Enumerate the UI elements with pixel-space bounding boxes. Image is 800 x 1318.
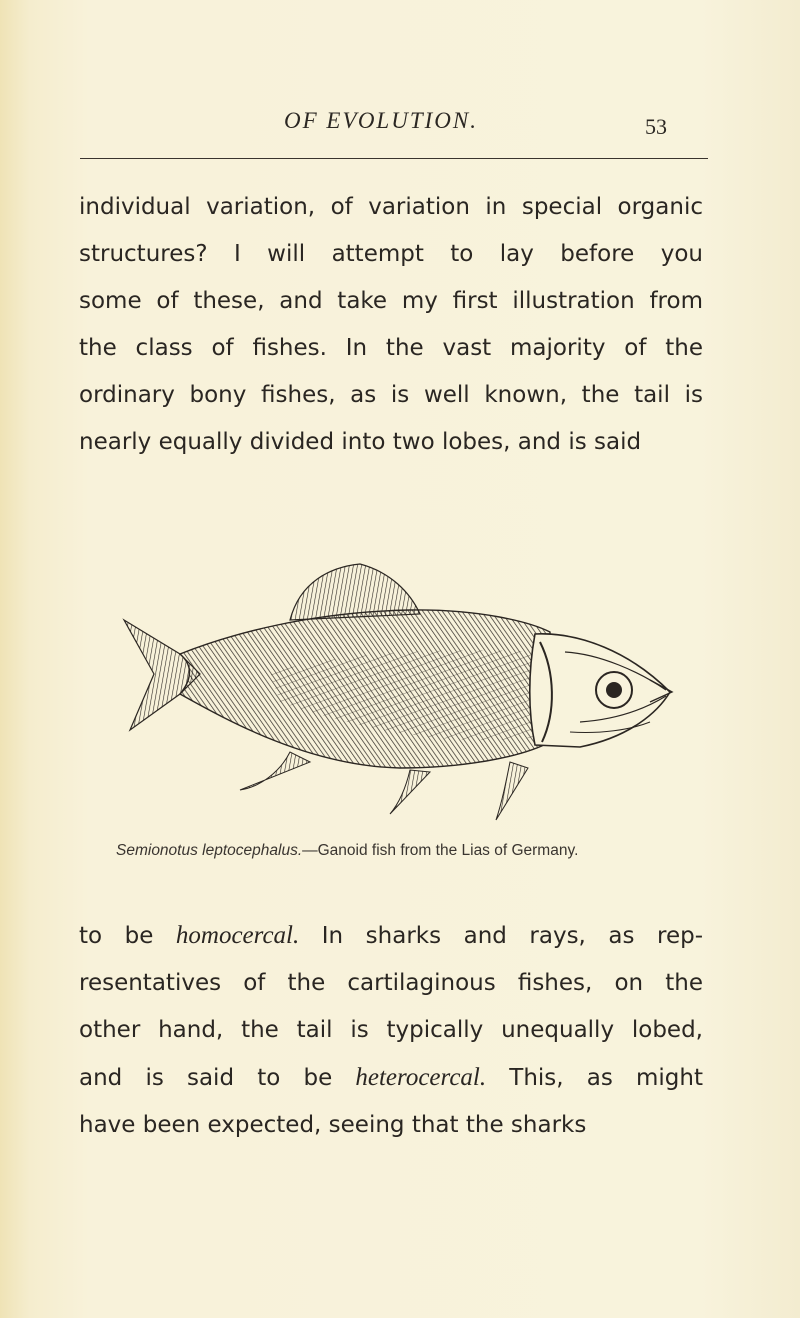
fish-illustration — [110, 562, 690, 832]
text-line: the class of fishes. In the vast majority of the — [79, 335, 703, 361]
text-line — [79, 1054, 703, 1102]
text-fragment: to be — [79, 923, 176, 949]
text-line: some of these, and take my first illustration from — [79, 288, 703, 314]
figure-caption — [116, 842, 716, 860]
paragraph-1 — [79, 184, 703, 466]
fish-eye-icon — [606, 682, 622, 698]
text-line: have been expected, seeing that the sharks — [79, 1112, 587, 1138]
text-line — [79, 912, 703, 960]
pectoral-fin — [496, 762, 528, 820]
text-line: resentatives of the cartilaginous fishes, on the — [79, 970, 703, 996]
text-line: structures? I will attempt to lay before you — [79, 241, 703, 267]
caption-species: Semionotus leptocephalus. — [116, 842, 303, 859]
text-line: nearly equally divided into two lobes, and is said — [79, 429, 642, 455]
pelvic-fin — [390, 770, 430, 814]
text-fragment: This, as might — [486, 1065, 704, 1091]
text-fragment: In sharks and rays, as rep- — [299, 923, 703, 949]
header-rule — [80, 158, 708, 159]
page-header — [0, 108, 800, 148]
running-title: OF EVOLUTION. — [284, 108, 478, 133]
anal-fin — [240, 752, 310, 790]
text-line: other hand, the tail is typically unequally lobed, — [79, 1017, 703, 1043]
page-number: 53 — [645, 114, 667, 139]
paragraph-2 — [79, 912, 703, 1149]
term-heterocercal: heterocercal. — [355, 1064, 487, 1091]
tail-fin — [124, 620, 200, 730]
text-line: individual variation, of variation in special organic — [79, 194, 703, 220]
fish-engraving — [110, 562, 690, 832]
text-fragment: and is said to be — [79, 1065, 356, 1091]
caption-text: —Ganoid fish from the Lias of Germany. — [302, 842, 579, 859]
text-line: ordinary bony fishes, as is well known, the tail is — [79, 382, 703, 408]
term-homocercal: homocercal. — [175, 922, 300, 949]
